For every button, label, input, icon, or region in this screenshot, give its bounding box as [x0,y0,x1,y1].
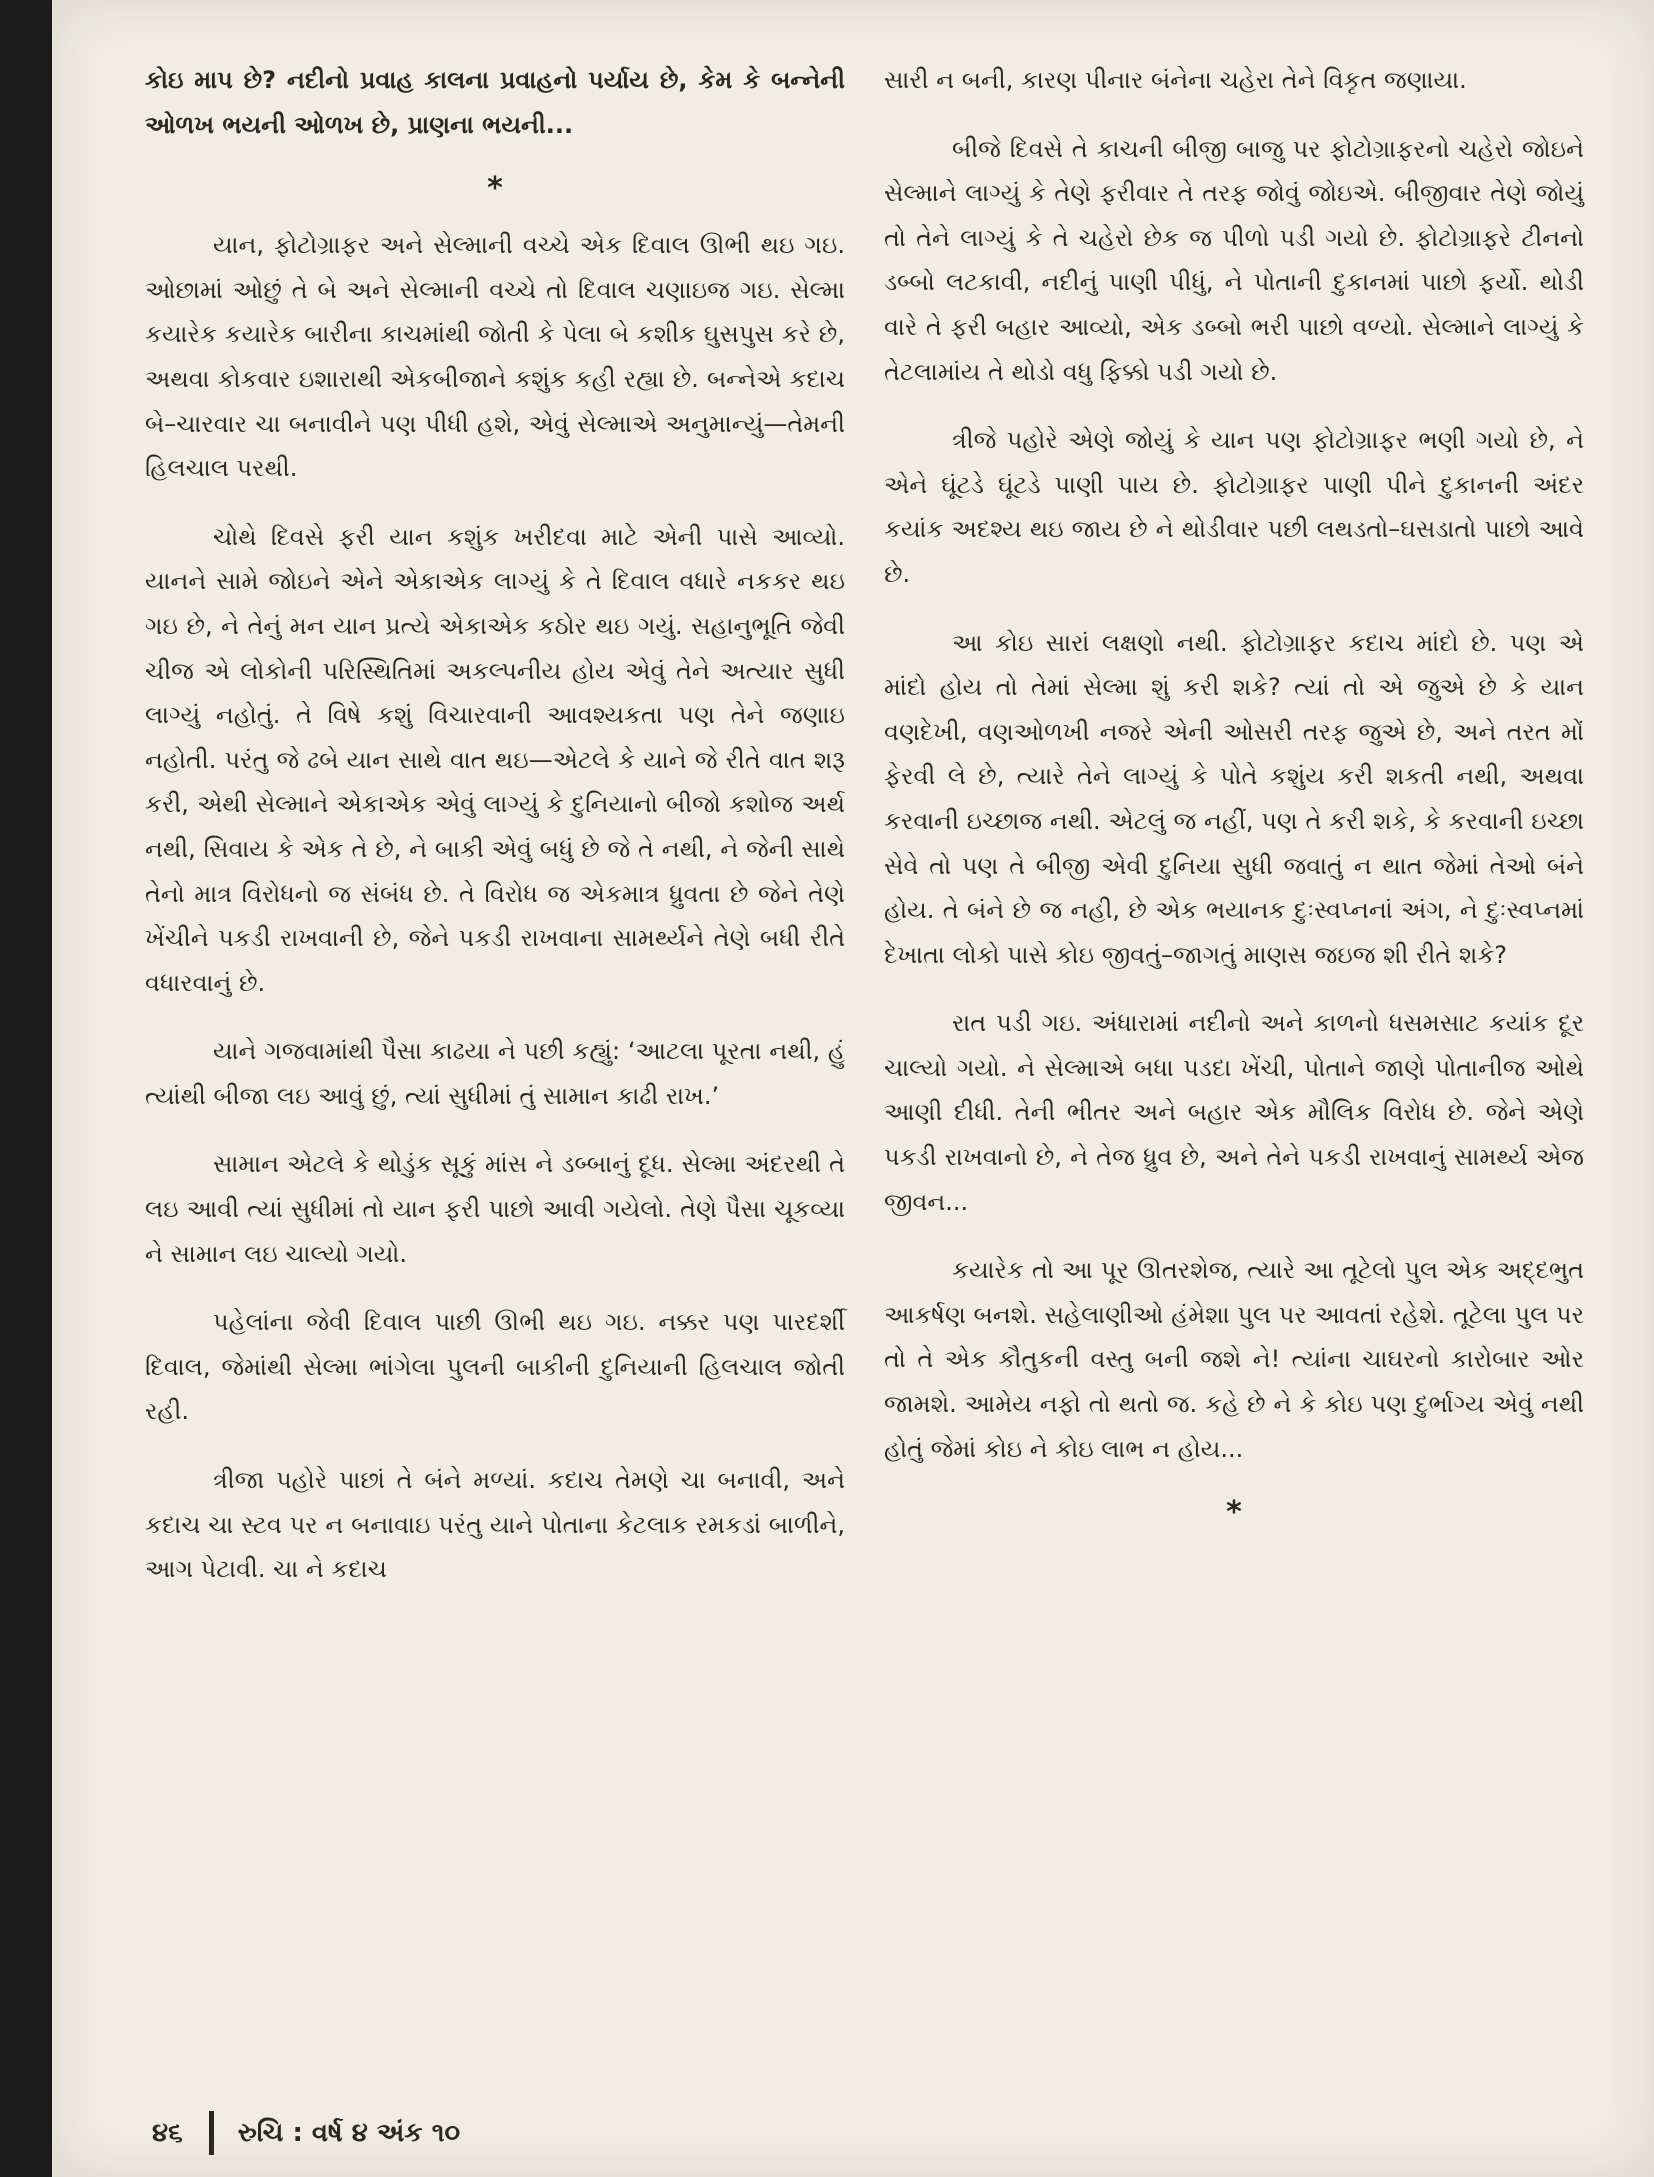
right-column [884,58,1584,1547]
left-paragraph-0: કોઇ માપ છે? નદીનો પ્રવાહ કાલના પ્રવાહનો પર્યાય છે, કેમ કે બન્નેની ઓળખ ભયની ઓળખ છે, પ્રાણના ભયની... [145,66,845,139]
left-paragraph-2: ચોથે દિવસે ફરી યાન કશુંક ખરીદવા માટે એની પાસે આવ્યો. યાનને સામે જોઇને એને એકાએક લાગ્યું કે તે દિવાલ વધારે નકકર થઇ ગઇ છે, ને તેનું મન યાન પ્રત્યે એકાએક કઠોર થઇ ગયું. સહાનુભૂતિ જેવી ચીજ એ લોકોની પરિસ્થિતિમાં અકલ્પનીય હોય એવું તેને અત્યાર સુધી લાગ્યું નહોતું. તે વિષે કશું વિચારવાની આવશ્યકતા પણ તેને જણાઇ નહોતી. પરંતુ જે ઢબે યાન સાથે વાત થઇ—એટલે કે યાને જે રીતે વાત શરૂ કરી, એથી સેલ્માને એકાએક એવું લાગ્યું કે દુનિયાનો બીજો કશોજ અર્થ નથી, સિવાય કે એક તે છે, ને બાકી એવું બધું છે જે તે નથી, ને જેની સાથે તેનો માત્ર વિરોધનો જ સંબંધ છે. તે વિરોધ જ એકમાત્ર ધ્રુવતા છે જેને તેણે ખેંચીને પકડી રાખવાની છે, જેને પકડી રાખવાના સામર્થ્યને તેણે બધી રીતે વધારવાનું છે. [145,522,845,997]
left-paragraph-5: પહેલાંના જેવી દિવાલ પાછી ઊભી થઇ ગઇ. નક્કર પણ પારદર્શી દિવાલ, જેમાંથી સેલ્મા ભાંગેલા પુલની બાકીની દુનિયાની હિલચાલ જોતી રહી. [145,1308,845,1426]
footer-divider [209,2111,214,2155]
left-paragraph-1: યાન, ફોટોગ્રાફર અને સેલ્માની વચ્ચે એક દિવાલ ઊભી થઇ ગઇ. ઓછામાં ઓછું તે બે અને સેલ્માની વચ્ચે તો દિવાલ ચણાઇજ ગઇ. સેલ્મા કયારેક કયારેક બારીના કાચમાંથી જોતી કે પેલા બે કશીક ઘુસપુસ કરે છે, અથવા કોકવાર ઇશારાથી એકબીજાને કશુંક કહી રહ્યા છે. બન્નેએ કદાચ બે–ચારવાર ચા બનાવીને પણ પીધી હશે, એવું સેલ્માએ અનુમાન્યું—તેમની હિલચાલ પરથી. [145,231,845,483]
left-paragraph-3: યાને ગજવામાંથી પૈસા કાઢયા ને પછી કહ્યું: ‘આટલા પૂરતા નથી, હું ત્યાંથી બીજા લઇ આવું છું, ત્યાં સુધીમાં તું સામાન કાઢી રાખ.’ [145,1037,845,1110]
section-separator-end: * [1226,1495,1242,1531]
page-footer [152,2108,460,2158]
magazine-page [52,0,1654,2177]
left-paragraph-6: ત્રીજા પહોરે પાછાં તે બંને મળ્યાં. કદાચ તેમણે ચા બનાવી, અને કદાચ ચા સ્ટવ પર ન બનાવાઇ પરંતુ યાને પોતાના કેટલાક રમકડાં બાળીને, આગ પેટાવી. ચા ને કદાચ [145,1466,845,1584]
right-paragraph-3: આ કોઇ સારાં લક્ષણો નથી. ફોટોગ્રાફર કદાચ માંદો છે. પણ એ માંદો હોય તો તેમાં સેલ્મા શું કરી શકે? ત્યાં તો એ જુએ છે કે યાન વણદેખી, વણઓળખી નજરે એની ઓસરી તરફ જુએ છે, અને તરત મોં ફેરવી લે છે, ત્યારે તેને લાગ્યું કે પોતે કશુંય કરી શકતી નથી, અથવા કરવાની ઇચ્છાજ નથી. એટલું જ નહીં, પણ તે કરી શકે, કે કરવાની ઇચ્છા સેવે તો પણ તે બીજી એવી દુનિયા સુધી જવાતું ન થાત જેમાં તેઓ બંને હોય. તે બંને છે જ નહી, છે એક ભયાનક દુઃસ્વપ્નનાં અંગ, ને દુઃસ્વપ્નમાં દેખાતા લોકો પાસે કોઇ જીવતું–જાગતું માણસ જઇજ શી રીતે શકે? [884,628,1584,969]
right-paragraph-0: સારી ન બની, કારણ પીનાર બંનેના ચહેરા તેને વિકૃત જણાયા. [884,66,1467,94]
right-paragraph-5: કયારેક તો આ પૂર ઊતરશેજ, ત્યારે આ તૂટેલો પુલ એક અદ્દભુત આકર્ષણ બનશે. સહેલાણીઓ હંમેશા પુલ પર આવતાં રહેશે. તૂટેલા પુલ પર તો તે એક કૌતુકની વસ્તુ બની જશે ને! ત્યાંના ચાઘરનો કારોબાર ઓર જામશે. આમેય નફો તો થતો જ. કહે છે ને કે કોઇ પણ દુર્ભાગ્ય એવું નથી હોતું જેમાં કોઇ ને કોઇ લાભ ન હોય... [884,1256,1584,1463]
section-separator: * [487,171,503,207]
right-paragraph-4: રાત પડી ગઇ. અંધારામાં નદીનો અને કાળનો ધસમસાટ કયાંક દૂર ચાલ્યો ગયો. ને સેલ્માએ બધા પડદા ખેંચી, પોતાને જાણે પોતાનીજ ઓથે આણી દીધી. તેની ભીતર અને બહાર એક મૌલિક વિરોધ છે. જેને એણે પકડી રાખવાનો છે, ને તેજ ધ્રુવ છે, અને તેને પકડી રાખવાનું સામર્થ્ય એજ જીવન... [884,1009,1584,1216]
page-number: ૪૬ [152,2117,183,2148]
right-paragraph-2: ત્રીજે પહોરે એણે જોયું કે યાન પણ ફોટોગ્રાફર ભણી ગયો છે, ને એને ઘૂંટડે ઘૂંટડે પાણી પાય છે. ફોટોગ્રાફર પાણી પીને દુકાનની અંદર કયાંક અદશ્ય થઇ જાય છે ને થોડીવાર પછી લથડતો–ઘસડાતો પાછો આવે છે. [884,426,1584,588]
left-paragraph-4: સામાન એટલે કે થોડુંક સૂકું માંસ ને ડબ્બાનું દૂધ. સેલ્મા અંદરથી તે લઇ આવી ત્યાં સુધીમાં તો યાન ફરી પાછો આવી ગયેલો. તેણે પૈસા ચૂકવ્યા ને સામાન લઇ ચાલ્યો ગયો. [145,1150,845,1268]
magazine-issue: રુચિ : વર્ષ ૪ અંક ૧૦ [237,2117,461,2148]
left-column [145,58,845,1616]
right-paragraph-1: બીજે દિવસે તે કાચની બીજી બાજુ પર ફોટોગ્રાફરનો ચહેરો જોઇને સેલ્માને લાગ્યું કે તેણે ફરીવાર તે તરફ જોવું જોઇએ. બીજીવાર તેણે જોયું તો તેને લાગ્યું કે તે ચહેરો છેક જ પીળો પડી ગયો છે. ફોટોગ્રાફરે ટીનનો ડબ્બો લટકાવી, નદીનું પાણી પીધું, ને પોતાની દુકાનમાં પાછો ફર્યો. થોડી વારે તે ફરી બહાર આવ્યો, એક ડબ્બો ભરી પાછો વળ્યો. સેલ્માને લાગ્યું કે તેટલામાંય તે થોડો વધુ ફિક્કો પડી ગયો છે. [884,134,1584,386]
